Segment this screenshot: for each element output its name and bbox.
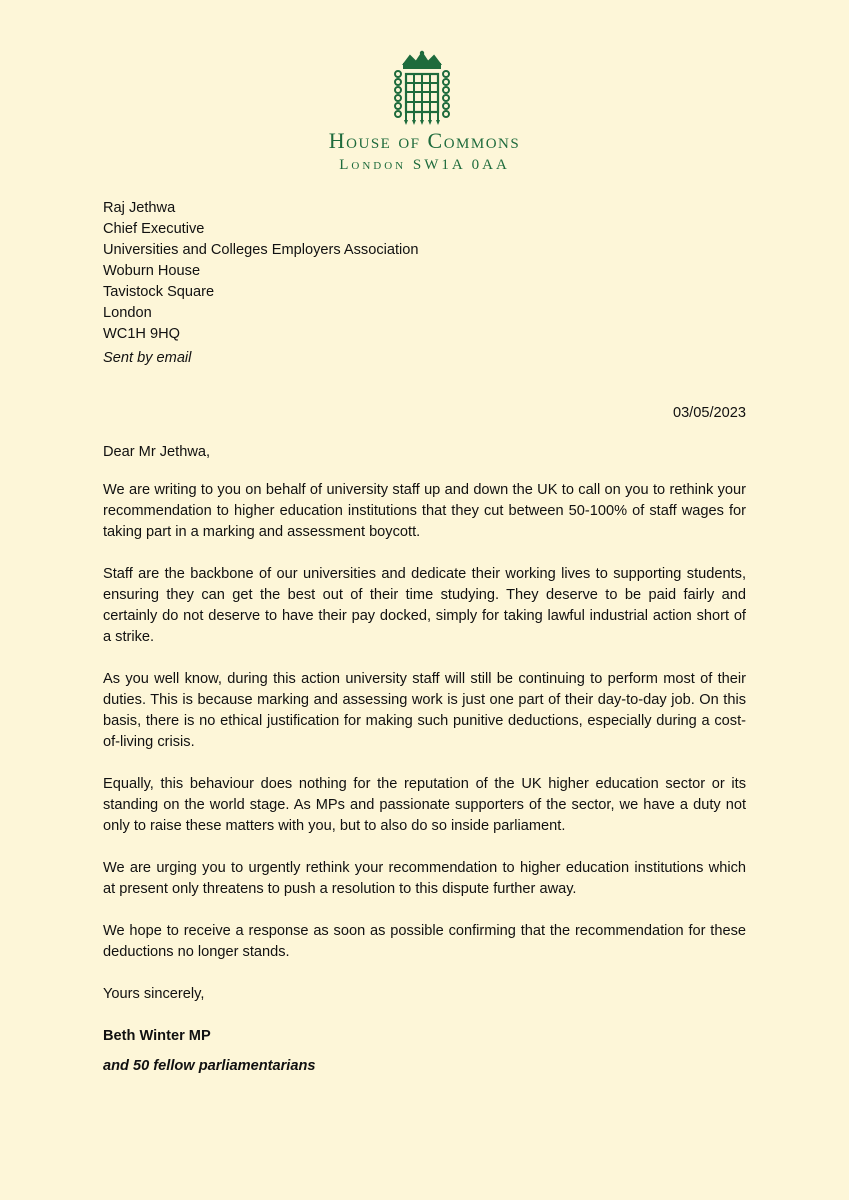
body-paragraph: We are urging you to urgently rethink your recommendation to higher education institutions which at present only threatens to push a resolution to this dispute further away. (103, 860, 746, 897)
body-paragraph: Equally, this behaviour does nothing for the reputation of the UK higher education sector or its standing on the world stage. As MPs and passionate supporters of the sector, we have a duty not only to raise these matters with you, but to also do so inside parliament. (103, 776, 746, 834)
letterhead-address: London SW1A 0AA (339, 157, 510, 173)
recipient-name: Raj Jethwa (103, 200, 176, 216)
letter-body (103, 442, 746, 1077)
recipient-city: London (103, 305, 152, 321)
body-paragraph: Staff are the backbone of our universities and dedicate their working lives to supporting students, ensuring they can get the best out of their time studying. They deserve to be paid fairly and certainly do not deserve to have their pay docked, simply for taking lawful industrial action short of a strike. (103, 566, 746, 645)
recipient-address-line2: Tavistock Square (103, 284, 215, 300)
portcullis-icon (390, 50, 454, 126)
signatory: Beth Winter MP (103, 1028, 211, 1044)
body-paragraph: We are writing to you on behalf of university staff up and down the UK to call on you to rethink your recommendation to higher education institutions that they cut between 50-100% of staff wages for taking part in a marking and assessment boycott. (103, 482, 746, 540)
letter-date: 03/05/2023 (672, 405, 746, 421)
recipient-address-block (103, 198, 419, 345)
recipient-postcode: WC1H 9HQ (103, 326, 181, 342)
recipient-organisation: Universities and Colleges Employers Association (103, 242, 419, 258)
body-paragraph: As you well know, during this action university staff will still be continuing to perform most of their duties. This is because marking and assessing work is just one part of their day-to-day job. On this basis, there is no ethical justification for making such punitive deductions, especially during a cost-of-living crisis. (103, 671, 746, 750)
body-paragraph: We hope to receive a response as soon as possible confirming that the recommendation for these deductions no longer stands. (103, 923, 746, 960)
cosignatories: and 50 fellow parliamentarians (103, 1058, 316, 1074)
recipient-title: Chief Executive (103, 221, 205, 237)
letterhead-institution: House of Commons (328, 128, 521, 153)
salutation: Dear Mr Jethwa, (103, 444, 211, 460)
delivery-note: Sent by email (103, 350, 192, 366)
recipient-address-line1: Woburn House (103, 263, 201, 279)
closing: Yours sincerely, (103, 986, 205, 1002)
